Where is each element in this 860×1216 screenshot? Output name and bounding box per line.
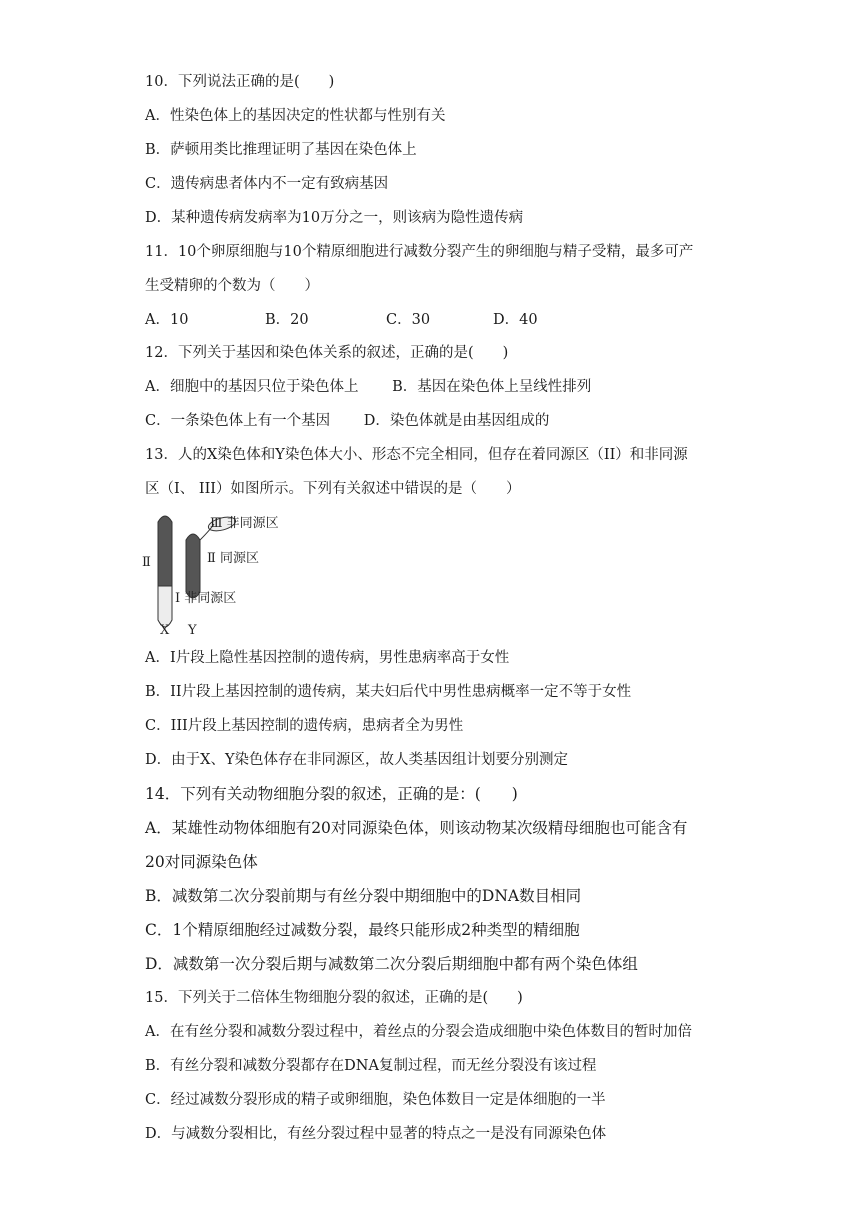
q12-stem: 12．下列关于基因和染色体关系的叙述，正确的是( ) [145,345,509,361]
q14-option-d: D．减数第一次分裂后期与减数第二次分裂后期细胞中都有两个染色体组 [145,955,638,973]
q13-stem-line2: 区（I、 III）如图所示。下列有关叙述中错误的是（ ） [145,481,521,497]
q11-option-c: C．30 [386,312,431,328]
q14-option-b: B．减数第二次分裂前期与有丝分裂中期细胞中的DNA数目相同 [145,887,582,905]
label-y: Y [188,623,197,638]
label-i-nonhomologous: Ⅰ 非同源区 [175,591,237,606]
q10-option-b: B．萨顿用类比推理证明了基因在染色体上 [145,142,417,158]
q15-option-c: C．经过减数分裂形成的精子或卵细胞，染色体数目一定是体细胞的一半 [145,1092,606,1108]
label-x: X [160,623,170,638]
q13-option-d: D．由于X、Y染色体存在非同源区，故人类基因组计划要分别测定 [145,752,569,768]
q13-option-b: B．II片段上基因控制的遗传病，某夫妇后代中男性患病概率一定不等于女性 [145,684,632,700]
q14-option-a-line2: 20对同源染色体 [145,853,258,871]
q14-option-c: C．1个精原细胞经过减数分裂，最终只能形成2种类型的精细胞 [145,921,580,939]
q14-option-a-line1: A．某雄性动物体细胞有20对同源染色体，则该动物某次级精母细胞也可能含有 [145,819,688,837]
label-ii-homologous: Ⅱ 同源区 [207,551,259,566]
q15-option-b: B．有丝分裂和减数分裂都存在DNA复制过程，而无丝分裂没有该过程 [145,1058,597,1074]
label-iii-nonhomologous: Ⅲ 非同源区 [210,516,279,531]
q14-stem: 14．下列有关动物细胞分裂的叙述，正确的是：( ) [145,785,518,803]
q11-option-d: D．40 [493,312,538,328]
q12-options-ab: A．细胞中的基因只位于染色体上 B．基因在染色体上呈线性排列 [145,379,592,395]
x-chromosome [158,516,172,627]
q12-options-cd: C．一条染色体上有一个基因 D．染色体就是由基因组成的 [145,413,550,429]
q13-stem-line1: 13．人的X染色体和Y染色体大小、形态不完全相同，但存在着同源区（II）和非同源 [145,447,688,463]
q10-option-c: C．遗传病患者体内不一定有致病基因 [145,176,389,192]
q15-stem: 15．下列关于二倍体生物细胞分裂的叙述，正确的是( ) [145,990,523,1006]
q10-stem: 10．下列说法正确的是( ) [145,74,335,90]
q11-stem-line2: 生受精卵的个数为（ ） [145,278,319,294]
q10-option-a: A．性染色体上的基因决定的性状都与性别有关 [145,108,446,124]
label-ii-left: Ⅱ [142,555,151,570]
chromosome-diagram [140,510,290,640]
q13-option-a: A．I片段上隐性基因控制的遗传病，男性患病率高于女性 [145,650,510,666]
q11-stem-line1: 11．10个卵原细胞与10个精原细胞进行减数分裂产生的卵细胞与精子受精，最多可产 [145,244,694,260]
q15-option-d: D．与减数分裂相比，有丝分裂过程中显著的特点之一是没有同源染色体 [145,1126,607,1142]
q10-option-d: D．某种遗传病发病率为10万分之一，则该病为隐性遗传病 [145,210,524,226]
q13-option-c: C．III片段上基因控制的遗传病，患病者全为男性 [145,718,464,734]
q15-option-a: A．在有丝分裂和减数分裂过程中，着丝点的分裂会造成细胞中染色体数目的暂时加倍 [145,1024,692,1040]
q11-option-b: B．20 [265,312,309,328]
q11-option-a: A．10 [145,312,189,328]
